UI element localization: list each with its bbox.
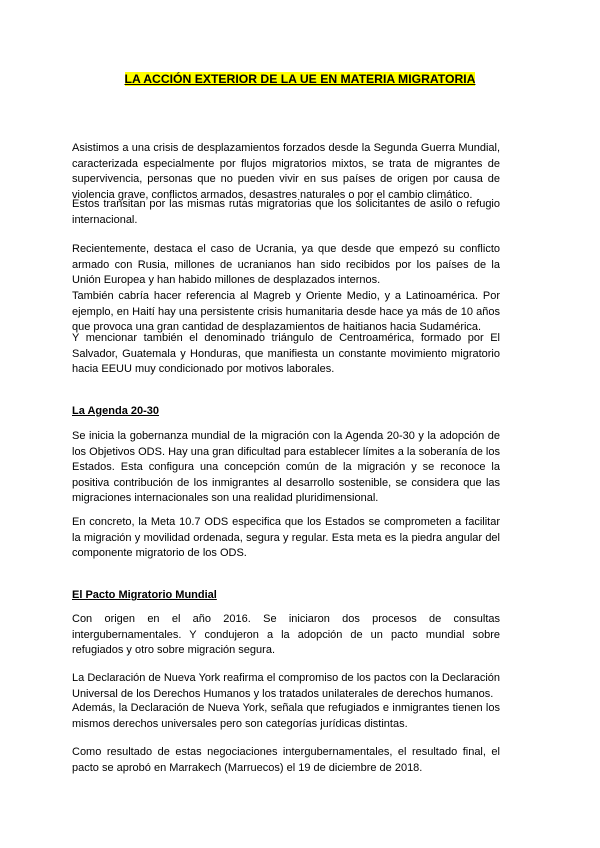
intro-paragraph-3: Recientemente, destaca el caso de Ucrania, ya que desde que empezó su conflicto armado con Rusia, millones de ucranianos han sido recibidos por los países de la Unión Europea y han habido millones de desplazados internos. xyxy=(72,243,500,287)
intro-paragraph-1: Asistimos a una crisis de desplazamientos forzados desde la Segunda Guerra Mundial, caracterizada especialmente por flujos migratorios mixtos, se trata de migrantes de supervivencia, personas que no pueden vivir en sus países de origen por causa de violencia grave, conflictos armados, desastres naturales o por el cambio climático. xyxy=(72,142,500,201)
agenda-paragraph-2: En concreto, la Meta 10.7 ODS especifica que los Estados se comprometen a facilitar la migración y movilidad ordenada, segura y regular. Esta meta es la piedra angular del componente migratorio de los ODS. xyxy=(72,516,500,560)
document-title-text: LA ACCIÓN EXTERIOR DE LA UE EN MATERIA MIGRATORIA xyxy=(124,72,476,86)
agenda-paragraph-1: Se inicia la gobernanza mundial de la migración con la Agenda 20-30 y la adopción de los Objetivos ODS. Hay una gran dificultad para establecer límites a la soberanía de los Estados. Esta configura una concepción común de la migración y se reconoce la positiva contribución de los inmigrantes al desarrollo sostenible, se considera que las migraciones internacionales son una realidad pluridimensional. xyxy=(72,430,500,505)
intro-paragraph-4: También cabría hacer referencia al Magreb y Oriente Medio, y a Latinoamérica. Por ejemplo, en Haití hay una persistente crisis humanitaria desde hace ya más de 10 años que provoca una gran cantidad de desplazamientos de haitianos hacia Sudamérica. xyxy=(72,290,500,334)
pacto-paragraph-2: La Declaración de Nueva York reafirma el compromiso de los pactos con la Declaración Universal de los Derechos Humanos y los tratados unilaterales de derechos humanos. xyxy=(72,672,500,700)
pacto-paragraph-3: Además, la Declaración de Nueva York, señala que refugiados e inmigrantes tienen los mismos derechos universales pero son categorías jurídicas distintas. xyxy=(72,702,500,730)
intro-paragraph-5: Y mencionar también el denominado triángulo de Centroamérica, formado por El Salvador, Guatemala y Honduras, que manifiesta un constante movimiento migratorio hacia EEUU muy condicionado por motivos laborales. xyxy=(72,332,500,376)
intro-paragraph-2: Estos transitan por las mismas rutas migratorias que los solicitantes de asilo o refugio internacional. xyxy=(72,198,500,226)
section-heading-pacto: El Pacto Migratorio Mundial xyxy=(72,589,217,601)
document-page xyxy=(72,0,500,848)
pacto-paragraph-1: Con origen en el año 2016. Se iniciaron dos procesos de consultas intergubernamentales. Y condujeron a la adopción de un pacto mundial sobre refugiados y otro sobre migración segura. xyxy=(72,613,500,657)
section-heading-agenda: La Agenda 20-30 xyxy=(72,405,160,417)
document-title xyxy=(72,72,528,86)
pacto-paragraph-4: Como resultado de estas negociaciones intergubernamentales, el resultado final, el pacto se aprobó en Marrakech (Marruecos) el 19 de diciembre de 2018. xyxy=(72,746,500,774)
